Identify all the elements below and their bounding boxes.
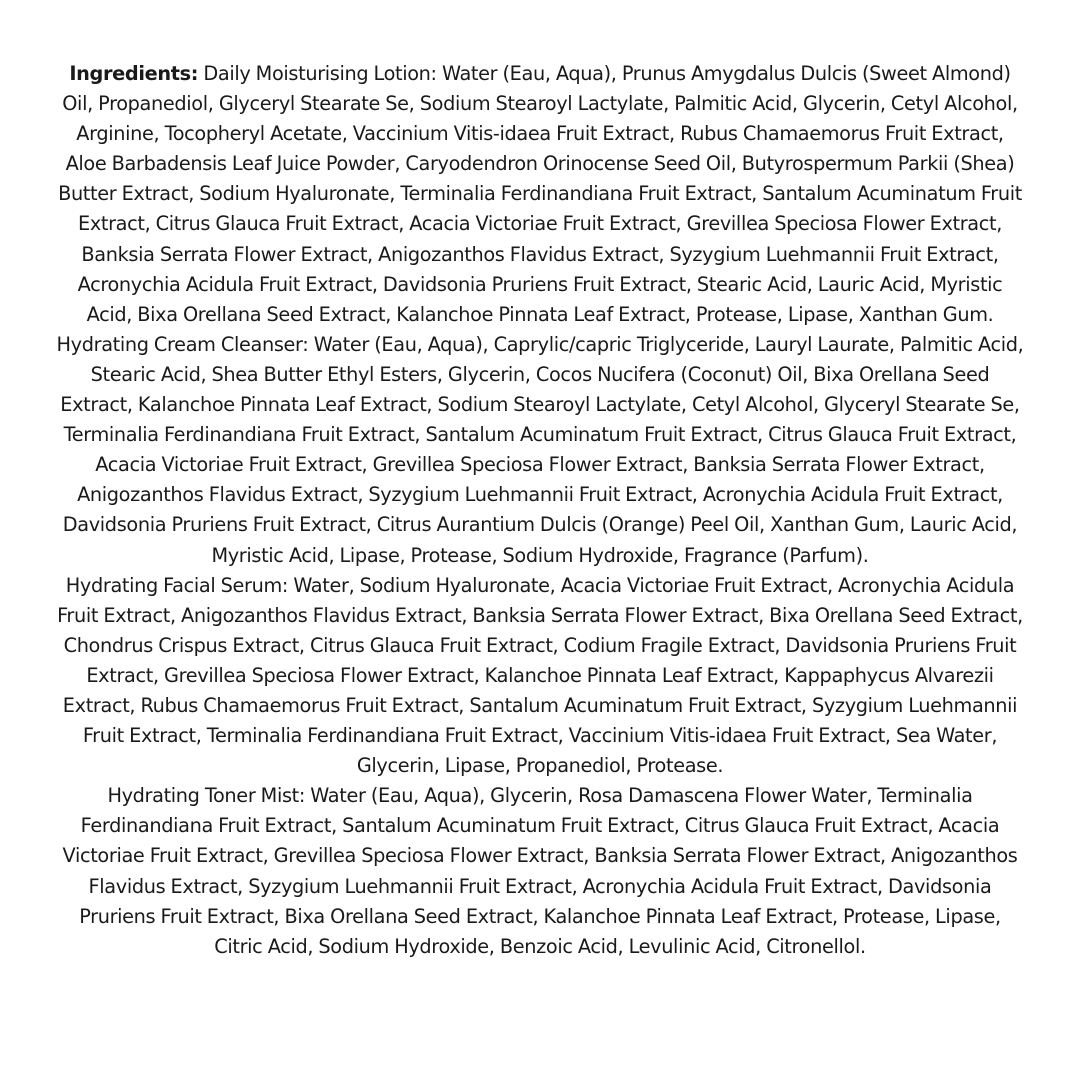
hydrating-facial-serum-ingredients: Hydrating Facial Serum: Water, Sodium Hyaluronate, Acacia Victoriae Fruit Extract, Acronychia Acidula Fruit Extract, Anigozanthos Flavidus Extract, Banksia Serrata Flower Extract, Bixa Orellana Seed Extract, Chondrus Crispus Extract, Citrus Glauca Fruit Extract, Codium Fragile Extract, Davidsonia Pruriens Fruit Extract, Grevillea Speciosa Flower Extract, Kalanchoe Pinnata Leaf Extract, Kappaphycus Alvarezii Extract, Rubus Chamaemorus Fruit Extract, Santalum Acuminatum Fruit Extract, Syzygium Luehmannii Fruit Extract, Terminalia Ferdinandiana Fruit Extract, Vaccinium Vitis-idaea Fruit Extract, Sea Water, Glycerin, Lipase, Propanediol, Protease.	[57, 573, 1023, 778]
hydrating-toner-mist-ingredients: Hydrating Toner Mist: Water (Eau, Aqua), Glycerin, Rosa Damascena Flower Water, Terminalia Ferdinandiana Fruit Extract, Santalum Acuminatum Fruit Extract, Citrus Glauca Fruit Extract, Acacia Victoriae Fruit Extract, Grevillea Speciosa Flower Extract, Banksia Serrata Flower Extract, Anigozanthos Flavidus Extract, Syzygium Luehmannii Fruit Extract, Acronychia Acidula Fruit Extract, Davidsonia Pruriens Fruit Extract, Bixa Orellana Seed Extract, Kalanchoe Pinnata Leaf Extract, Protease, Lipase, Citric Acid, Sodium Hydroxide, Benzoic Acid, Levulinic Acid, Citronellol.	[62, 784, 1018, 958]
ingredients-heading: Ingredients:	[69, 62, 199, 85]
ingredients-list	[54, 59, 1026, 962]
product-ingredient-text: Daily Moisturising Lotion: Water (Eau, Aqua), Prunus Amygdalus Dulcis (Sweet Almond) Oil, Propanediol, Glyceryl Stearate Se, Sodium Stearoyl Lactylate, Palmitic Acid, Glycerin, Cetyl Alcohol, Arginine, Tocopheryl Acetate, Vaccinium Vitis-idaea Fruit Extract, Rubus Chamaemorus Fruit Extract, Aloe Barbadensis Leaf Juice Powder, Caryodendron Orinocense Seed Oil, Butyrospermum Parkii (Shea) Butter Extract, Sodium Hyaluronate, Terminalia Ferdinandiana Fruit Extract, Santalum Acuminatum Fruit Extract, Citrus Glauca Fruit Extract, Acacia Victoriae Fruit Extract, Grevillea Speciosa Flower Extract, Banksia Serrata Flower Extract, Anigozanthos Flavidus Extract, Syzygium Luehmannii Fruit Extract, Acronychia Acidula Fruit Extract, Davidsonia Pruriens Fruit Extract, Stearic Acid, Lauric Acid, Myristic Acid, Bixa Orellana Seed Extract, Kalanchoe Pinnata Leaf Extract, Protease, Lipase, Xanthan Gum.	[58, 62, 1022, 326]
hydrating-cream-cleanser-ingredients: Hydrating Cream Cleanser: Water (Eau, Aqua), Caprylic/capric Triglyceride, Lauryl Laurate, Palmitic Acid, Stearic Acid, Shea Butter Ethyl Esters, Glycerin, Cocos Nucifera (Coconut) Oil, Bixa Orellana Seed Extract, Kalanchoe Pinnata Leaf Extract, Sodium Stearoyl Lactylate, Cetyl Alcohol, Glyceryl Stearate Se, Terminalia Ferdinandiana Fruit Extract, Santalum Acuminatum Fruit Extract, Citrus Glauca Fruit Extract, Acacia Victoriae Fruit Extract, Grevillea Speciosa Flower Extract, Banksia Serrata Flower Extract, Anigozanthos Flavidus Extract, Syzygium Luehmannii Fruit Extract, Acronychia Acidula Fruit Extract, Davidsonia Pruriens Fruit Extract, Citrus Aurantium Dulcis (Orange) Peel Oil, Xanthan Gum, Lauric Acid, Myristic Acid, Lipase, Protease, Sodium Hydroxide, Fragrance (Parfum).	[56, 332, 1024, 567]
daily-moisturising-lotion-ingredients	[54, 59, 1026, 330]
